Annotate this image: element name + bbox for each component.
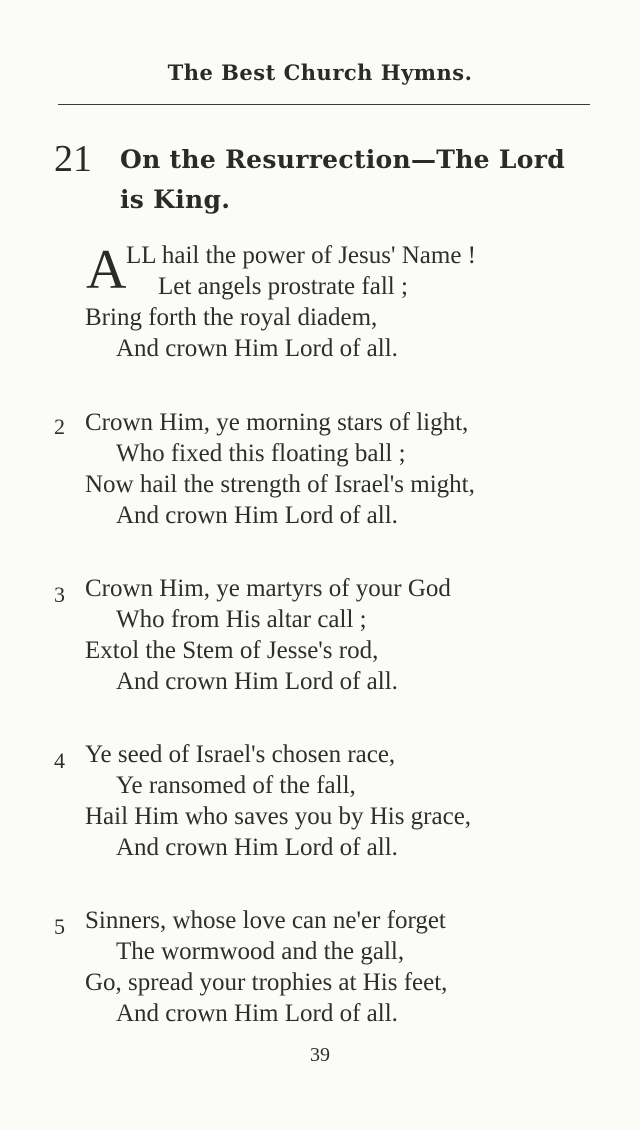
running-head: The Best Church Hymns. (167, 60, 473, 85)
hymn-title-line-1: On the Resurrection—The Lord (120, 145, 565, 174)
stanza-4 (0, 739, 640, 863)
stanza-line: LL hail the power of Jesus' Name ! (126, 242, 476, 269)
stanza-line: Bring forth the royal diadem, (85, 304, 378, 331)
stanza-line: Ye seed of Israel's chosen race, (85, 741, 396, 768)
stanza-line: Crown Him, ye morning stars of light, (85, 409, 469, 436)
page-number: 39 (310, 1044, 330, 1066)
hymn-title (120, 140, 600, 220)
stanza-3 (0, 573, 640, 697)
stanza-line: Crown Him, ye martyrs of your God (85, 575, 451, 602)
stanza-line: And crown Him Lord of all. (116, 335, 398, 362)
stanza-line: Who fixed this floating ball ; (116, 440, 406, 467)
stanza-1 (0, 240, 640, 364)
stanza-number: 3 (54, 582, 65, 607)
stanza-line: The wormwood and the gall, (116, 938, 405, 965)
drop-cap: A (86, 239, 127, 301)
stanza-line: Go, spread your trophies at His feet, (85, 969, 448, 996)
stanza-2 (0, 407, 640, 531)
stanza-number: 2 (54, 414, 65, 439)
hymn-title-line-2: is King. (120, 185, 231, 214)
stanza-line: And crown Him Lord of all. (116, 502, 398, 529)
stanza-5 (0, 905, 640, 1029)
stanza-line: Extol the Stem of Jesse's rod, (85, 637, 379, 664)
hymn-number: 21 (54, 138, 92, 180)
stanza-line: Now hail the strength of Israel's might, (85, 471, 475, 498)
stanza-line: And crown Him Lord of all. (116, 834, 398, 861)
stanza-line: And crown Him Lord of all. (116, 1000, 398, 1027)
stanza-line: Sinners, whose love can ne'er forget (85, 907, 446, 934)
stanza-line: Let angels prostrate fall ; (158, 273, 408, 300)
stanza-number: 5 (54, 914, 65, 939)
stanza-line: Hail Him who saves you by His grace, (85, 803, 472, 830)
stanza-line: And crown Him Lord of all. (116, 668, 398, 695)
stanza-line: Who from His altar call ; (116, 606, 367, 633)
stanza-number: 4 (54, 748, 65, 773)
stanza-line: Ye ransomed of the fall, (116, 772, 356, 799)
header-rule (58, 104, 590, 105)
